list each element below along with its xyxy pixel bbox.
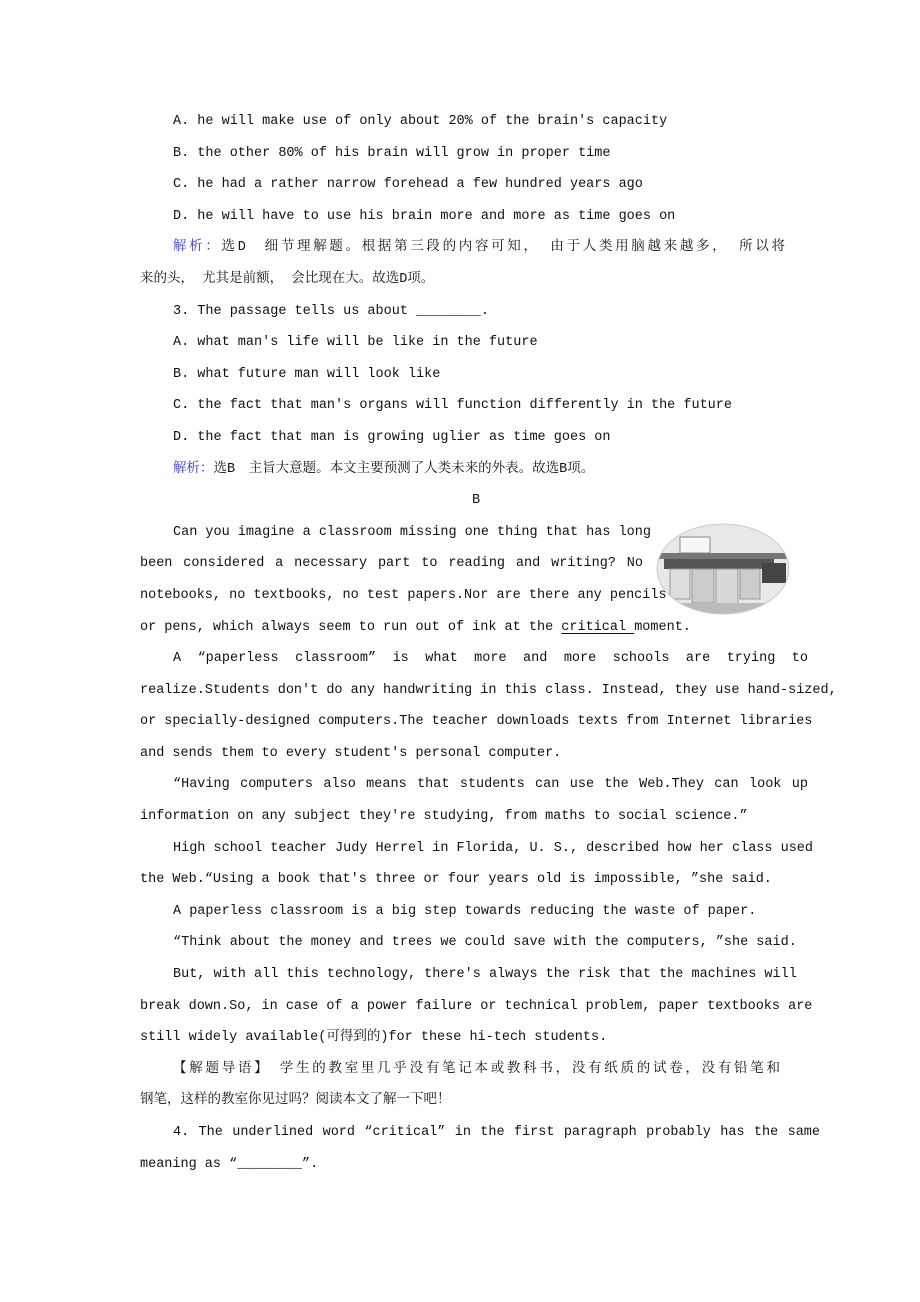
- question-3: [173, 296, 920, 328]
- section-heading: [440, 485, 512, 517]
- line-text: A paperless classroom is a big step towards reducing the waste of paper.: [173, 903, 757, 919]
- passage-line: [140, 991, 813, 1023]
- line-text: still widely available(可得到的)for these hi-tech students.: [140, 1030, 608, 1046]
- line-text: D. he will have to use his brain more and more as time goes on: [173, 208, 676, 224]
- analysis-label: 解析：: [173, 461, 214, 477]
- analysis-line: [173, 232, 785, 264]
- line-text: C. he had a rather narrow forehead a few hundred years ago: [173, 177, 643, 193]
- passage-line: [173, 896, 920, 928]
- passage-line: [140, 548, 643, 580]
- document-page: [0, 106, 920, 1180]
- analysis-line: [173, 454, 920, 486]
- line-text: 选D 细节理解题。根据第三段的内容可知， 由于人类用脑越来越多， 所以将: [221, 240, 785, 256]
- classroom-computers-photo: [656, 523, 790, 615]
- line-text: the Web.“Using a book that's three or four years old is impossible, ”she said.: [140, 872, 772, 888]
- line-text: A. what man's life will be like in the future: [173, 335, 538, 351]
- line-text: B: [471, 493, 481, 509]
- line-text: But, with all this technology, there's always the risk that the machines will: [173, 967, 797, 983]
- line-text: B. what future man will look like: [173, 366, 441, 382]
- analysis-line: [140, 264, 920, 296]
- passage-line: [140, 864, 920, 896]
- option-a: [173, 327, 920, 359]
- line-text: “Having computers also means that students can use the Web.They can look up: [173, 777, 808, 793]
- line-text: 钢笔，这样的教室你见过吗？阅读本文了解一下吧！: [140, 1093, 451, 1109]
- line-text: B. the other 80% of his brain will grow in proper time: [173, 145, 611, 161]
- line-text: 选B 主旨大意题。本文主要预测了人类未来的外表。故选B项。: [213, 461, 595, 477]
- line-text: 4. The underlined word “critical” in the first paragraph probably has the same: [173, 1125, 820, 1140]
- option-d: [173, 201, 920, 233]
- passage-line: [173, 959, 797, 991]
- passage-line: [173, 927, 920, 959]
- line-text: 来的头， 尤其是前额， 会比现在大。故选D项。: [140, 271, 435, 287]
- line-text: A “paperless classroom” is what more and more schools are trying to: [173, 651, 808, 667]
- passage-line: [140, 612, 920, 644]
- option-c: [173, 390, 920, 422]
- line-text: “Think about the money and trees we could save with the computers, ”she said.: [173, 935, 797, 951]
- line-text: realize.Students don't do any handwriting in this class. Instead, they use hand-sized,: [140, 682, 837, 698]
- passage-line: [140, 580, 667, 612]
- option-b: [173, 138, 920, 170]
- line-text: 【解题导语】 学生的教室里几乎没有笔记本或教科书，没有纸质的试卷，没有铅笔和: [173, 1061, 780, 1077]
- question-4: [173, 1117, 820, 1149]
- passage-line: [140, 1022, 920, 1054]
- guide-line: [173, 1054, 780, 1086]
- line-text: moment.: [634, 619, 691, 635]
- passage-line: [140, 675, 837, 707]
- option-a: [173, 106, 920, 138]
- line-text: or pens, which always seem to run out of ink at the: [140, 619, 562, 635]
- option-d: [173, 422, 920, 454]
- line-text: meaning as “________”.: [140, 1156, 319, 1172]
- passage-line: [140, 801, 920, 833]
- passage-line: [173, 643, 808, 675]
- analysis-label: 解析：: [173, 240, 222, 256]
- underlined-word: critical: [561, 619, 635, 635]
- line-text: High school teacher Judy Herrel in Florida, U. S., described how her class used: [173, 840, 814, 856]
- line-text: break down.So, in case of a power failure or technical problem, paper textbooks are: [140, 998, 813, 1014]
- line-text: A. he will make use of only about 20% of the brain's capacity: [173, 114, 668, 129]
- passage-line: [140, 706, 813, 738]
- passage-line: [140, 738, 920, 770]
- guide-line: [140, 1085, 920, 1117]
- question-4: [140, 1149, 920, 1181]
- line-text: information on any subject they're studying, from maths to social science.”: [140, 809, 748, 825]
- line-text: or specially-designed computers.The teacher downloads texts from Internet libraries: [140, 714, 813, 730]
- line-text: 3. The passage tells us about ________.: [173, 303, 489, 319]
- line-text: notebooks, no textbooks, no test papers.Nor are there any pencils: [140, 587, 667, 603]
- passage-line: [173, 517, 651, 549]
- option-c: [173, 169, 920, 201]
- line-text: D. the fact that man is growing uglier as time goes on: [173, 429, 611, 445]
- passage-line: [173, 769, 808, 801]
- line-text: and sends them to every student's personal computer.: [140, 745, 562, 761]
- line-text: C. the fact that man's organs will function differently in the future: [173, 398, 732, 414]
- passage-line: [173, 833, 813, 865]
- option-b: [173, 359, 920, 391]
- line-text: been considered a necessary part to reading and writing? No: [140, 556, 643, 572]
- line-text: Can you imagine a classroom missing one thing that has long: [173, 524, 651, 540]
